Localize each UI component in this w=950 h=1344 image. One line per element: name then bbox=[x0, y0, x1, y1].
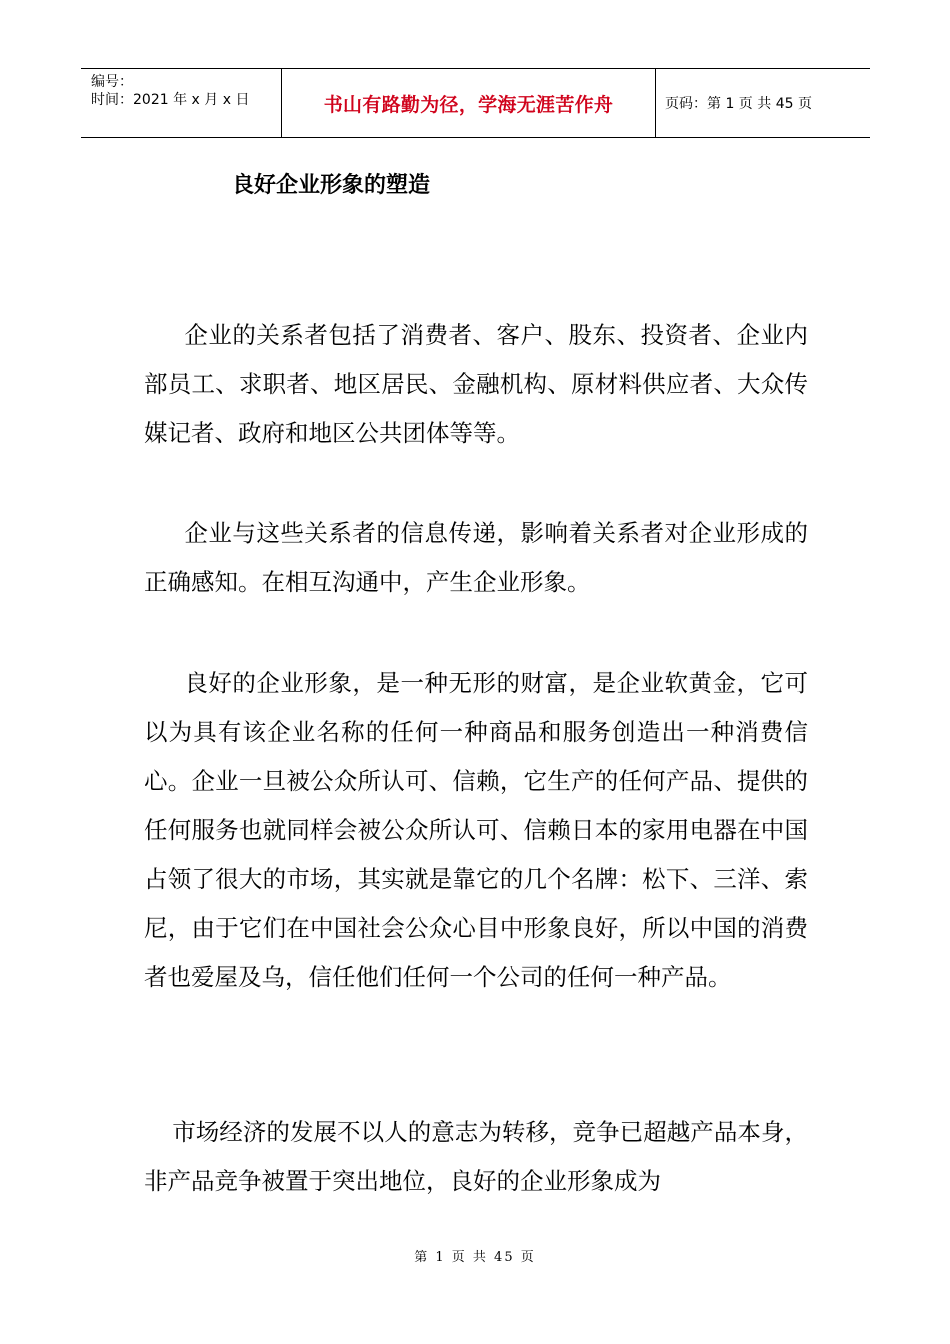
page-footer: 第 1 页 共 45 页 bbox=[414, 1250, 536, 1265]
header-page-cell bbox=[655, 69, 870, 137]
paragraph: 市场经济的发展不以人的意志为转移，竞争已超越产品本身，非产品竞争被置于突出地位，良好的企业形象成为 bbox=[144, 1118, 808, 1195]
paragraph-block bbox=[144, 311, 808, 458]
number-label: 编号： bbox=[91, 74, 133, 90]
page-header bbox=[81, 68, 870, 138]
paragraph-block bbox=[144, 1108, 808, 1206]
time-label: 时间：2021 年 x 月 x 日 bbox=[91, 92, 250, 108]
header-motto-cell bbox=[281, 69, 656, 137]
document-title: 良好企业形象的塑造 bbox=[232, 173, 431, 198]
motto-text: 书山有路勤为径，学海无涯苦作舟 bbox=[323, 93, 614, 116]
paragraph-block bbox=[144, 659, 808, 1002]
page-info: 页码：第 1 页 共 45 页 bbox=[665, 96, 812, 112]
header-meta bbox=[81, 69, 281, 137]
paragraph: 企业的关系者包括了消费者、客户、股东、投资者、企业内部员工、求职者、地区居民、金融机构、原材料供应者、大众传媒记者、政府和地区公共团体等等。 bbox=[144, 321, 808, 447]
paragraph-block bbox=[144, 509, 808, 607]
paragraph: 企业与这些关系者的信息传递，影响着关系者对企业形成的正确感知。在相互沟通中，产生企业形象。 bbox=[144, 519, 808, 596]
paragraph: 良好的企业形象，是一种无形的财富，是企业软黄金，它可以为具有该企业名称的任何一种商品和服务创造出一种消费信心。企业一旦被公众所认可、信赖，它生产的任何产品、提供的任何服务也就同样会被公众所认可、信赖日本的家用电器在中国占领了很大的市场，其实就是靠它的几个名牌：松下、三洋、索尼，由于它们在中国社会公众心目中形象良好，所以中国的消费者也爱屋及乌，信任他们任何一个公司的任何一种产品。 bbox=[144, 669, 808, 991]
